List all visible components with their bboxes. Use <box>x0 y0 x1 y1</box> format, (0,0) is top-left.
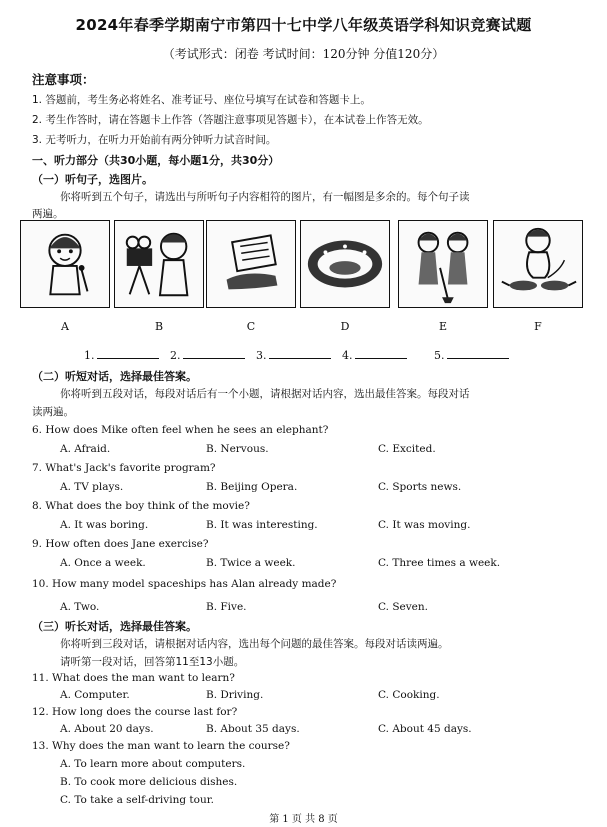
blank-number: 1. <box>84 349 95 362</box>
blank-number: 2. <box>170 349 181 362</box>
q11-option-b[interactable]: B. Driving. <box>206 689 264 701</box>
picture-label-d: D <box>340 320 350 333</box>
q10-option-c[interactable]: C. Seven. <box>378 601 428 613</box>
q13-option-c[interactable]: C. To take a self-driving tour. <box>60 794 214 806</box>
girl-with-mic-icon <box>21 221 109 307</box>
camera-girl-icon <box>115 221 203 307</box>
q11-option-c[interactable]: C. Cooking. <box>378 689 440 701</box>
q9-option-c[interactable]: C. Three times a week. <box>378 557 501 569</box>
picture-c <box>206 220 296 308</box>
picture-label-b: B <box>154 320 164 333</box>
q8-option-b[interactable]: B. It was interesting. <box>206 519 318 531</box>
boy-cooking-icon <box>494 221 582 307</box>
blank-number: 3. <box>256 349 267 362</box>
q7-option-b[interactable]: B. Beijing Opera. <box>206 481 298 493</box>
picture-label-e: E <box>438 320 448 333</box>
exam-subtitle: （考试形式：闭卷 考试时间：120分钟 分值120分） <box>162 47 445 61</box>
q12-option-b[interactable]: B. About 35 days. <box>206 723 300 735</box>
answer-blank-5[interactable] <box>434 348 509 362</box>
q8-option-c[interactable]: C. It was moving. <box>378 519 471 531</box>
question-12: 12. How long does the course last for? <box>32 706 238 718</box>
q13-option-a[interactable]: A. To learn more about computers. <box>60 758 246 770</box>
question-8: 8. What does the boy think of the movie? <box>32 500 250 512</box>
q12-option-a[interactable]: A. About 20 days. <box>60 723 154 735</box>
q9-option-b[interactable]: B. Twice a week. <box>206 557 296 569</box>
q6-option-a[interactable]: A. Afraid. <box>60 443 111 455</box>
question-11: 11. What does the man want to learn? <box>32 672 235 684</box>
notice-item-3: 3. 无考听力，在听力开始前有两分钟听力试音时间。 <box>32 134 277 146</box>
picture-label-f: F <box>534 320 542 333</box>
q7-option-c[interactable]: C. Sports news. <box>378 481 462 493</box>
q6-option-b[interactable]: B. Nervous. <box>206 443 269 455</box>
notice-item-1: 1. 答题前，考生务必将姓名、准考证号、座位号填写在试卷和答题卡上。 <box>32 94 371 106</box>
page-footer: 第 1 页 共 8 页 <box>269 814 338 825</box>
hand-with-paper-icon <box>207 221 295 307</box>
notice-heading: 注意事项： <box>32 72 95 87</box>
q6-option-c[interactable]: C. Excited. <box>378 443 436 455</box>
sec1-instruction-cont: 两遍。 <box>32 208 64 220</box>
sec1-instruction: 你将听到五个句子，请选出与所听句子内容相符的图片，有一幅图是多余的。每个句子读 <box>60 191 470 203</box>
two-kids-sweeping-icon <box>399 221 487 307</box>
picture-label-c: C <box>246 320 256 333</box>
question-10: 10. How many model spaceships has Alan already made? <box>32 578 337 590</box>
picture-a <box>20 220 110 308</box>
sec3-instruction-cont: 请听第一段对话，回答第11至13小题。 <box>60 656 245 668</box>
q11-option-a[interactable]: A. Computer. <box>60 689 130 701</box>
q8-option-a[interactable]: A. It was boring. <box>60 519 149 531</box>
question-6: 6. How does Mike often feel when he sees an elephant? <box>32 424 329 436</box>
answer-blank-3[interactable] <box>256 348 331 362</box>
picture-b <box>114 220 204 308</box>
sec2-instruction: 你将听到五段对话，每段对话后有一个小题，请根据对话内容，选出最佳答案。每段对话 <box>60 388 470 400</box>
notice-item-2: 2. 考生作答时，请在答题卡上作答（答题注意事项见答题卡），在本试卷上作答无效。 <box>32 114 429 126</box>
sec2-instruction-cont: 读两遍。 <box>32 406 74 418</box>
answer-blank-4[interactable] <box>342 348 407 362</box>
picture-label-a: A <box>61 320 69 333</box>
question-7: 7. What's Jack's favorite program? <box>32 462 216 474</box>
q10-option-b[interactable]: B. Five. <box>206 601 247 613</box>
picture-d <box>300 220 390 308</box>
blank-number: 4. <box>342 349 353 362</box>
question-13: 13. Why does the man want to learn the course? <box>32 740 290 752</box>
q10-option-a[interactable]: A. Two. <box>60 601 100 613</box>
exam-title: 2024年春季学期南宁市第四十七中学八年级英语学科知识竞赛试题 <box>75 16 532 34</box>
q12-option-c[interactable]: C. About 45 days. <box>378 723 472 735</box>
spaceship-icon <box>301 221 389 307</box>
sec2-heading: （二）听短对话，选择最佳答案。 <box>32 370 197 383</box>
part1-heading: 一、听力部分（共30小题，每小题1分，共30分） <box>32 154 280 167</box>
q13-option-b[interactable]: B. To cook more delicious dishes. <box>60 776 238 788</box>
sec1-heading: （一）听句子，选图片。 <box>32 173 153 186</box>
picture-e <box>398 220 488 308</box>
sec3-instruction: 你将听到三段对话，请根据对话内容，选出每个问题的最佳答案。每段对话读两遍。 <box>60 638 449 650</box>
answer-blank-1[interactable] <box>84 348 159 362</box>
answer-blank-2[interactable] <box>170 348 245 362</box>
sec3-heading: （三）听长对话，选择最佳答案。 <box>32 620 197 633</box>
blank-number: 5. <box>434 349 445 362</box>
q9-option-a[interactable]: A. Once a week. <box>60 557 146 569</box>
q7-option-a[interactable]: A. TV plays. <box>60 481 124 493</box>
question-9: 9. How often does Jane exercise? <box>32 538 209 550</box>
picture-f <box>493 220 583 308</box>
